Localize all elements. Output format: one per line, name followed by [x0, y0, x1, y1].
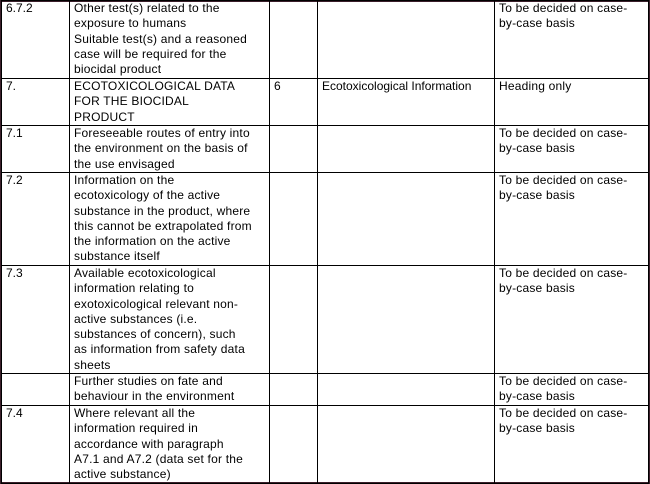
row-number-cell: 7.1 — [2, 126, 70, 173]
description-cell: Foreseeable routes of entry into the environment on the basis of the use envisaged — [70, 126, 270, 173]
reference-cell — [270, 173, 318, 266]
table-row — [2, 406, 649, 483]
section-cell — [318, 374, 495, 406]
section-cell — [318, 1, 495, 79]
row-number-cell: 7.2 — [2, 173, 70, 266]
table-row — [2, 1, 649, 79]
section-cell — [318, 126, 495, 173]
section-cell — [318, 266, 495, 374]
row-number-cell: 7.4 — [2, 406, 70, 483]
reference-cell — [270, 406, 318, 483]
table-row — [2, 79, 649, 126]
section-cell — [318, 173, 495, 266]
description-cell: Other test(s) related to the exposure to humans Suitable test(s) and a reasoned case will be required for the biocidal product — [70, 1, 270, 79]
description-cell: Information on the ecotoxicology of the active substance in the product, where this cannot be extrapolated from the information on the active substance itself — [70, 173, 270, 266]
requirement-cell: To be decided on case- by-case basis — [495, 374, 649, 406]
requirement-cell: To be decided on case- by-case basis — [495, 126, 649, 173]
row-number-cell: 7.3 — [2, 266, 70, 374]
requirement-cell: To be decided on case- by-case basis — [495, 266, 649, 374]
reference-cell — [270, 266, 318, 374]
section-cell — [318, 406, 495, 483]
reference-cell: 6 — [270, 79, 318, 126]
data-requirements-table — [1, 0, 649, 484]
reference-cell — [270, 126, 318, 173]
description-cell: ECOTOXICOLOGICAL DATA FOR THE BIOCIDAL PRODUCT — [70, 79, 270, 126]
reference-cell — [270, 1, 318, 79]
row-number-cell — [2, 374, 70, 406]
row-number-cell: 7. — [2, 79, 70, 126]
reference-cell — [270, 374, 318, 406]
table-row — [2, 374, 649, 406]
table-row — [2, 266, 649, 374]
requirement-cell: To be decided on case- by-case basis — [495, 406, 649, 483]
row-number-cell: 6.7.2 — [2, 1, 70, 79]
description-cell: Where relevant all the information required in accordance with paragraph A7.1 and A7.2 (data set for the active substance) — [70, 406, 270, 483]
description-cell: Available ecotoxicological information relating to exotoxicological relevant non- active substances (i.e. substances of concern), such as information from safety data sheets — [70, 266, 270, 374]
requirement-cell: To be decided on case- by-case basis — [495, 173, 649, 266]
table-row — [2, 126, 649, 173]
description-cell: Further studies on fate and behaviour in the environment — [70, 374, 270, 406]
table-row — [2, 173, 649, 266]
section-cell: Ecotoxicological Information — [318, 79, 495, 126]
requirement-cell: Heading only — [495, 79, 649, 126]
requirement-cell: To be decided on case- by-case basis — [495, 1, 649, 79]
